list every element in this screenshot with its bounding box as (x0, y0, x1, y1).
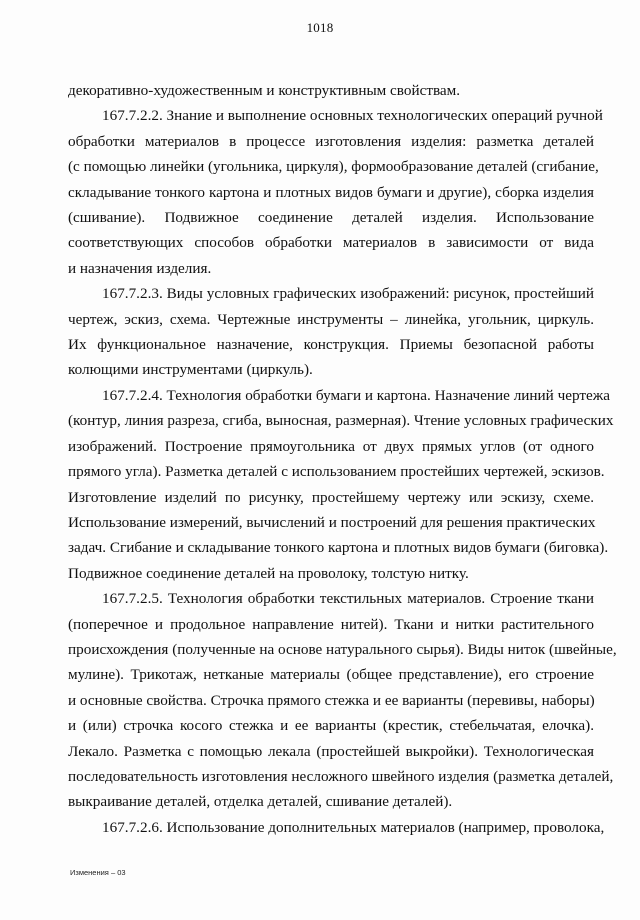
text-line: чертеж, эскиз, схема. Чертежные инструменты – линейка, угольник, циркуль. (68, 310, 594, 328)
paragraph-cont (68, 78, 594, 103)
text-line: (с помощью линейки (угольника, циркуля), формообразование деталей (сгибание, (68, 158, 599, 176)
text-line: задач. Сгибание и складывание тонкого картона и плотных видов бумаги (биговка). (68, 539, 609, 557)
text-line: 167.7.2.5. Технология обработки текстильных материалов. Строение ткани (102, 590, 594, 608)
text-line: Их функциональное назначение, конструкция. Приемы безопасной работы (68, 336, 594, 354)
text-line: декоративно-художественным и конструктивным свойствам. (68, 82, 461, 99)
paragraph-p-167-7-2-6 (68, 815, 605, 840)
text-line: колющими инструментами (циркуль). (68, 361, 313, 379)
text-line: (контур, линия разреза, сгиба, выносная, размерная). Чтение условных графических (68, 412, 614, 430)
text-line: происхождения (полученные на основе натурального сырья). Виды ниток (швейные, (68, 640, 617, 658)
text-line: соответствующих способов обработки материалов в зависимости от вида (68, 234, 594, 252)
text-line: последовательность изготовления несложного швейного изделия (разметка деталей, (68, 767, 614, 785)
paragraph-p-167-7-2-2 (68, 103, 603, 281)
text-line: Лекало. Разметка с помощью лекала (простейшей выкройки). Технологическая (68, 742, 594, 760)
text-line: 167.7.2.4. Технология обработки бумаги и картона. Назначение линий чертежа (102, 386, 610, 404)
text-line: (сшивание). Подвижное соединение деталей изделия. Использование (68, 209, 594, 227)
text-line: мулине). Трикотаж, нетканые материалы (общее представление), его строение (68, 666, 594, 684)
text-line: изображений. Построение прямоугольника от двух прямых углов (от одного (68, 437, 594, 455)
page-number: 1018 (306, 20, 334, 35)
text-line: 167.7.2.2. Знание и выполнение основных технологических операций ручной (102, 107, 603, 125)
text-line: Использование измерений, вычислений и построений для решения практических (68, 513, 596, 531)
text-line: Подвижное соединение деталей на проволоку, толстую нитку. (68, 564, 469, 582)
text-line: складывание тонкого картона и плотных видов бумаги и другие), сборка изделия (68, 183, 594, 201)
revision-footer: Изменения – 03 (70, 868, 126, 877)
paragraph-p-167-7-2-3 (68, 281, 594, 383)
text-line: выкраивание деталей, отделка деталей, сшивание деталей). (68, 793, 453, 811)
text-line: и (или) строчка косого стежка и ее варианты (крестик, стебельчатая, елочка). (68, 717, 594, 735)
text-line: 167.7.2.3. Виды условных графических изображений: рисунок, простейший (102, 285, 594, 303)
text-line: и назначения изделия. (68, 259, 212, 277)
document-body (68, 78, 617, 840)
text-line: Изготовление изделий по рисунку, простейшему чертежу или эскизу, схеме. (68, 488, 594, 506)
paragraph-p-167-7-2-4 (68, 383, 614, 586)
text-line: (поперечное и продольное направление нитей). Ткани и нитки растительного (68, 615, 594, 633)
paragraph-p-167-7-2-5 (68, 586, 617, 815)
text-line: обработки материалов в процессе изготовления изделия: разметка деталей (68, 132, 594, 150)
text-line: прямого угла). Разметка деталей с использованием простейших чертежей, эскизов. (68, 463, 605, 481)
text-line: и основные свойства. Строчка прямого стежка и ее варианты (перевивы, наборы) (68, 691, 595, 709)
text-line: 167.7.2.6. Использование дополнительных материалов (например, проволока, (102, 818, 605, 836)
